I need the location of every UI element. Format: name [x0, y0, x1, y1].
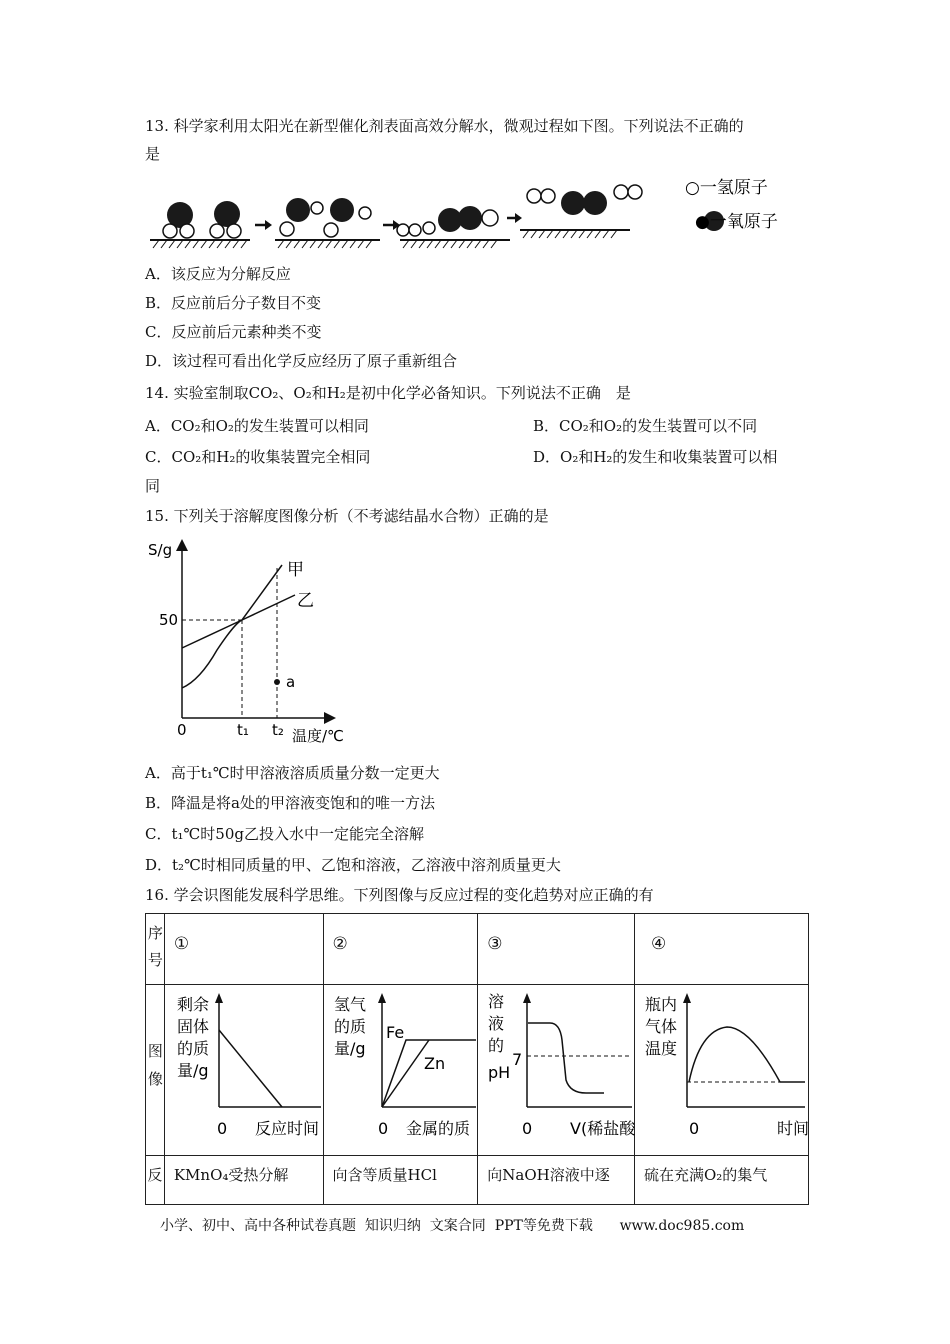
q16-header-row	[146, 914, 809, 985]
g3-ylabel-3: 的	[488, 1036, 505, 1055]
point-a	[274, 679, 280, 685]
g1-ylabel-1: 剩余	[176, 995, 209, 1014]
col-2-header: ②	[323, 914, 478, 985]
g2-ylabel-1: 氢气	[333, 995, 366, 1014]
q14-option-d: D．O₂和H₂的发生和收集装置可以相	[533, 448, 778, 466]
q13-option-a: A．该反应为分解反应	[145, 265, 291, 283]
header-label: 序号	[147, 924, 163, 969]
graph-4	[635, 985, 809, 1151]
g1-ylabel-3: 的质	[176, 1039, 209, 1058]
reaction-label: 反	[146, 1156, 165, 1205]
stage-1	[150, 201, 250, 248]
q16-table	[145, 913, 809, 1205]
g2-xlabel: 金属的质	[405, 1119, 470, 1138]
header-label-cell	[146, 914, 165, 985]
q13-micro-process-diagram	[145, 168, 805, 250]
series-jia-curve	[182, 565, 282, 688]
g4-curve	[689, 1027, 805, 1082]
col-4-header: ④	[634, 914, 808, 985]
graph-4-cell	[634, 985, 808, 1156]
g3-ylabel-2: 液	[488, 1014, 505, 1033]
graph-1	[165, 985, 321, 1151]
q15-stem: 15. 下列关于溶解度图像分析（不考滤结晶水合物）正确的是	[145, 507, 549, 525]
image-label: 图像	[147, 1042, 163, 1088]
q13-option-d: D．该过程可看出化学反应经历了原子重新组合	[145, 352, 458, 370]
reaction-3: 向NaOH溶液中逐	[478, 1156, 635, 1205]
q13-option-b: B．反应前后分子数目不变	[145, 294, 322, 312]
g3-ylabel-1: 溶	[488, 992, 505, 1011]
g1-xlabel: 反应时间	[254, 1119, 319, 1138]
stage-2	[275, 198, 380, 248]
y-tick-50: 50	[159, 611, 179, 629]
g2-fe-label: Fe	[385, 1023, 404, 1042]
q14-option-d-continued: 同	[145, 477, 161, 495]
stage-4	[520, 185, 642, 238]
q13-stem-line1: 13. 科学家利用太阳光在新型催化剂表面高效分解水，微观过程如下图。下列说法不正确的	[145, 117, 744, 135]
g4-ylabel-3: 温度	[644, 1039, 677, 1058]
graph-2	[324, 985, 476, 1151]
g2-ylabel-2: 的质	[333, 1017, 366, 1036]
point-a-label: a	[286, 673, 296, 691]
graph-1-cell	[164, 985, 323, 1156]
q15-option-b: B．降温是将a处的甲溶液变饱和的唯一方法	[145, 794, 435, 812]
q13-option-c: C．反应前后元素种类不变	[145, 323, 322, 341]
q14-option-c: C．CO₂和H₂的收集装置完全相同	[145, 448, 371, 466]
series-yi-line	[182, 595, 295, 648]
q15-solubility-chart	[145, 535, 365, 750]
q15-option-c: C．t₁℃时50g乙投入水中一定能完全溶解	[145, 825, 424, 843]
t2-label: t₂	[272, 721, 284, 739]
g1-ylabel-4: 量/g	[176, 1061, 209, 1080]
g2-zn-line	[382, 1040, 429, 1107]
q15-option-d: D．t₂℃时相同质量的甲、乙饱和溶液，乙溶液中溶剂质量更大	[145, 856, 561, 874]
series-yi-label: 乙	[297, 591, 314, 611]
g3-ylabel-4: pH	[488, 1063, 511, 1082]
graph-2-cell	[323, 985, 478, 1156]
stage-3	[397, 206, 510, 248]
image-label-cell	[146, 985, 165, 1156]
g4-origin: 0	[688, 1119, 700, 1138]
g3-xlabel: V(稀盐酸	[570, 1119, 636, 1138]
footer-text: 小学、初中、高中各种试卷真题 知识归纳 文案合同 PPT等免费下载 www.doc985.com	[160, 1218, 745, 1234]
g2-fe-line	[382, 1040, 476, 1107]
g1-ylabel-2: 固体	[176, 1017, 209, 1036]
graph-3-cell	[478, 985, 635, 1156]
g2-origin: 0	[377, 1119, 388, 1138]
q16-stem: 16. 学会识图能发展科学思维。下列图像与反应过程的变化趋势对应正确的有	[145, 886, 654, 904]
col-3-header: ③	[478, 914, 635, 985]
q14-stem: 14. 实验室制取CO₂、O₂和H₂是初中化学必备知识。下列说法不正确 是	[145, 384, 631, 402]
g2-zn-label: Zn	[423, 1054, 445, 1073]
q14-option-a: A．CO₂和O₂的发生装置可以相同	[145, 417, 369, 435]
g4-ylabel-2: 气体	[644, 1017, 677, 1036]
g4-ylabel-1: 瓶内	[644, 995, 677, 1014]
g1-origin: 0	[216, 1119, 228, 1138]
g1-line	[219, 1030, 282, 1107]
g3-curve	[528, 1023, 604, 1093]
x-axis-label: 温度/℃	[292, 727, 344, 745]
legend-hydrogen: ○一氢原子	[685, 178, 768, 198]
graph-3	[478, 985, 636, 1151]
reaction-2: 向含等质量HCl	[323, 1156, 478, 1205]
reaction-4: 硫在充满O₂的集气	[634, 1156, 808, 1205]
g3-origin: 0	[522, 1119, 533, 1138]
t1-label: t₁	[237, 721, 249, 739]
col-1-header: ①	[164, 914, 323, 985]
g4-xlabel: 时间	[776, 1119, 809, 1138]
q14-option-b: B．CO₂和O₂的发生装置可以不同	[533, 417, 758, 435]
q16-image-row	[146, 985, 809, 1156]
q13-stem-line2: 是	[145, 145, 161, 163]
y-axis-label: S/g	[148, 541, 173, 559]
g3-seven: 7	[512, 1050, 523, 1069]
reaction-1: KMnO₄受热分解	[164, 1156, 323, 1205]
origin-label: 0	[177, 721, 187, 739]
g2-ylabel-3: 量/g	[333, 1039, 366, 1058]
q15-option-a: A．高于t₁℃时甲溶液溶质质量分数一定更大	[145, 764, 440, 782]
series-jia-label: 甲	[287, 560, 304, 580]
q16-reaction-row	[146, 1156, 809, 1205]
legend-oxygen: ●一氧原子	[695, 212, 778, 232]
